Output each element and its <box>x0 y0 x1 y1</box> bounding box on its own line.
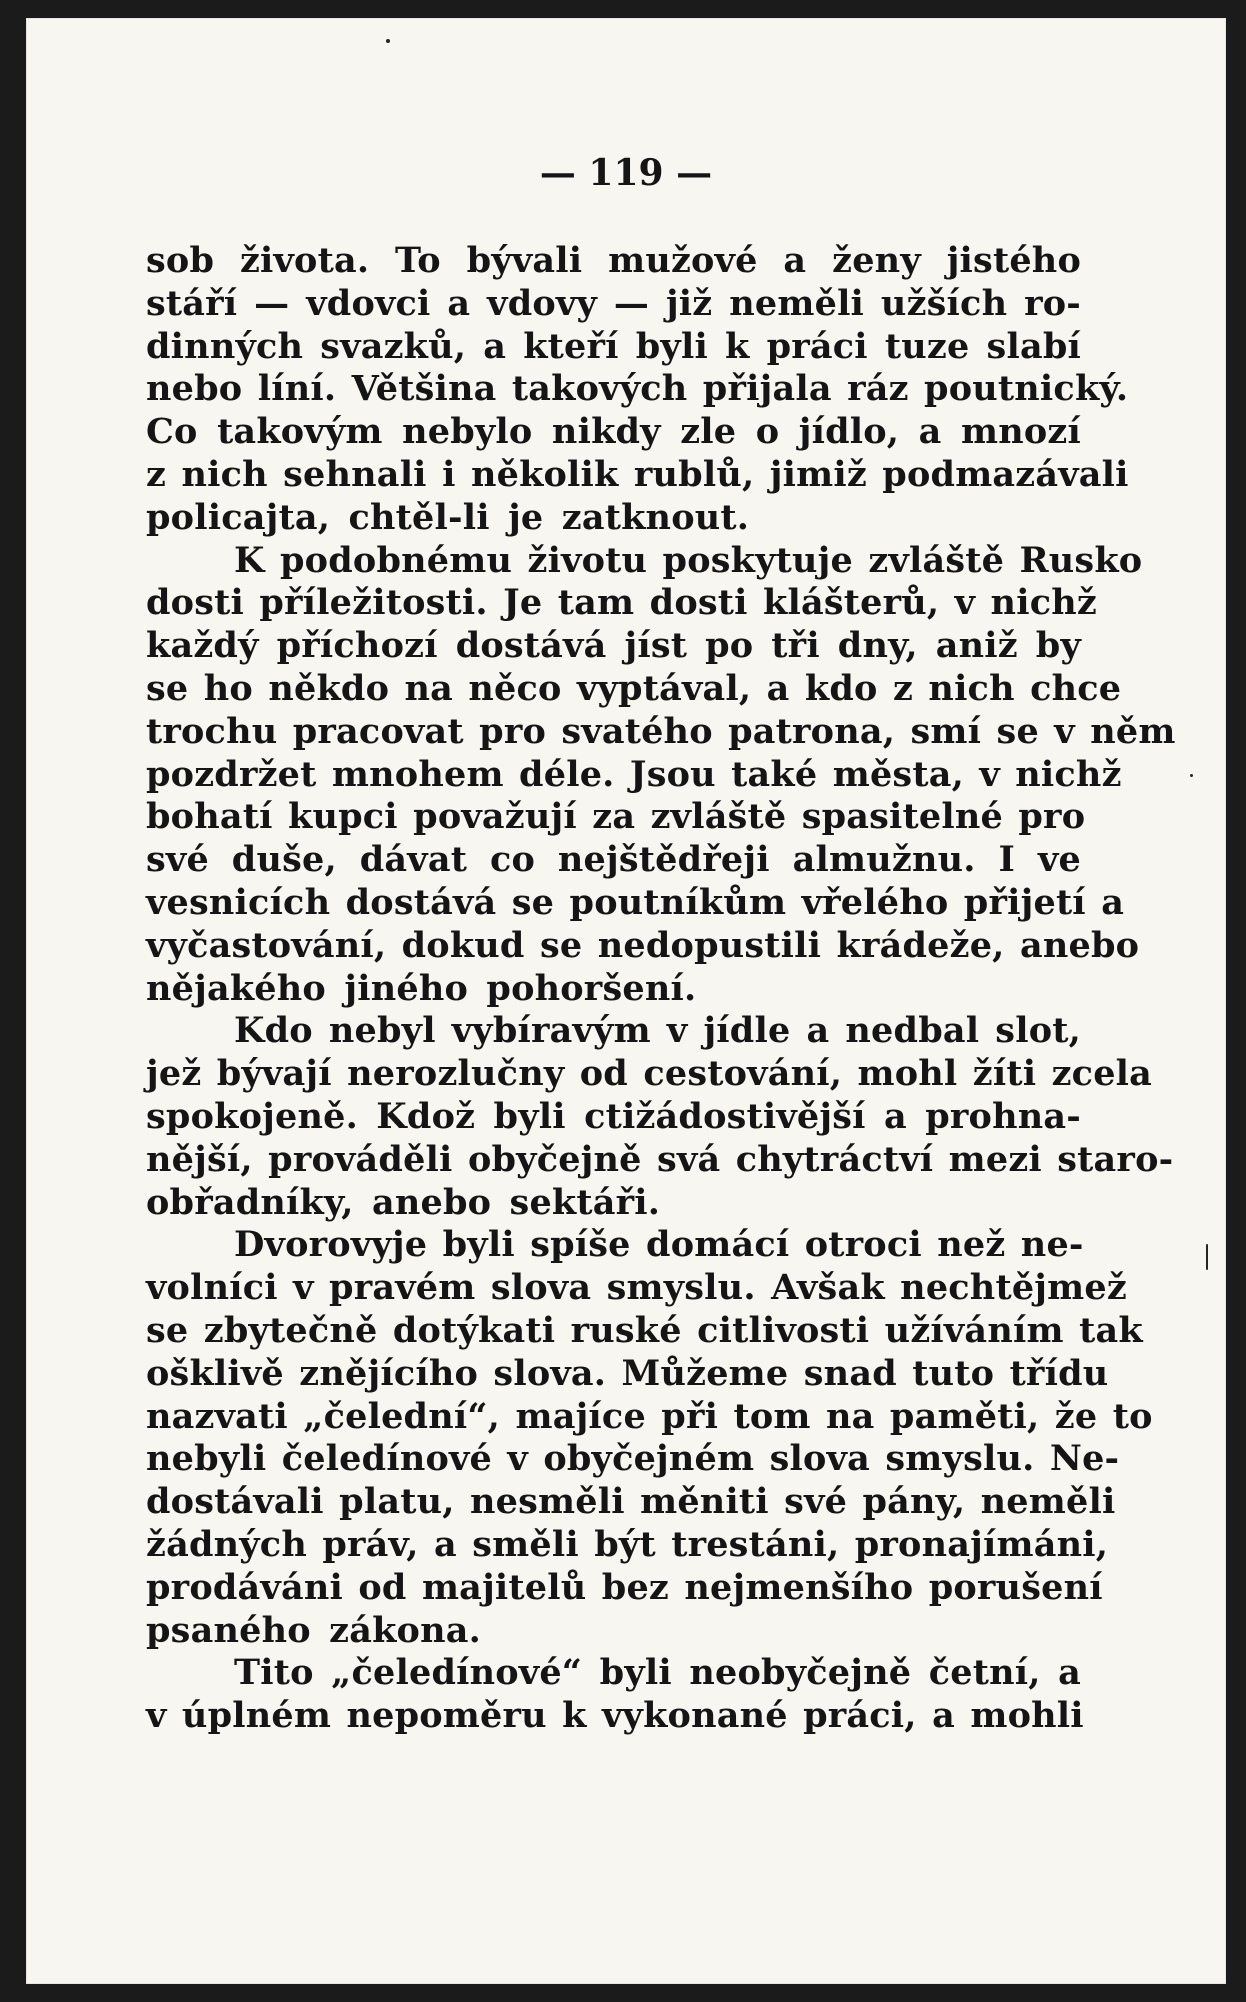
text-line: nebyli čeledínové v obyčejném slova smyslu. Ne- <box>146 1438 1120 1480</box>
text-line: vyčastování, dokud se nedopustili krádeže, anebo <box>146 924 1140 966</box>
scan-speck <box>1190 774 1193 777</box>
paragraph-first-line: Tito „čeledínové“ byli neobyčejně četní, a <box>234 1652 1081 1694</box>
text-line: sob života. To bývali mužové a ženy jistého <box>146 240 1081 281</box>
text-line: dinných svazků, a kteří byli k práci tuze slabí <box>146 325 1081 367</box>
text-line: se zbytečně dotýkati ruské citlivosti užíváním tak <box>146 1309 1143 1351</box>
paragraph-first-line: Kdo nebyl vybíravým v jídle a nedbal slot, <box>234 1010 1081 1052</box>
text-line: nější, prováděli obyčejně svá chytráctví mezi staro- <box>146 1138 1174 1180</box>
paragraph-end-line: obřadníky, anebo sektáři. <box>146 1181 661 1223</box>
text-line: bohatí kupci považují za zvláště spasitelné pro <box>146 796 1086 838</box>
text-line: dosti příležitosti. Je tam dosti klášterů, v nichž <box>146 582 1097 624</box>
paragraph-end-line: psaného zákona. <box>146 1609 482 1651</box>
scan-speck <box>386 39 390 43</box>
text-line: jež bývají nerozlučny od cestování, mohl žíti zcela <box>146 1053 1153 1095</box>
body-text <box>146 240 1176 1738</box>
text-line: vesnicích dostává se poutníkům vřelého přijetí a <box>146 881 1125 923</box>
text-line: spokojeně. Kdož byli ctižádostivější a prohna- <box>146 1095 1081 1137</box>
text-line: žádných práv, a směli být trestáni, pronajímáni, <box>146 1523 1109 1565</box>
scan-speck <box>1206 1244 1208 1270</box>
book-page <box>26 18 1226 1984</box>
page-number: — 119 — <box>539 152 713 194</box>
text-line: nazvati „čelední“, majíce při tom na paměti, že to <box>146 1395 1153 1437</box>
text-line: každý příchozí dostává jíst po tři dny, aniž by <box>146 625 1081 667</box>
text-line: z nich sehnali i několik rublů, jimiž podmazávali <box>146 453 1129 495</box>
paragraph-end-line: nějakého jiného pohoršení. <box>146 967 697 1009</box>
paragraph-first-line: Dvorovyje byli spíše domácí otroci než ne- <box>234 1224 1084 1266</box>
paragraph-end-line: policajta, chtěl-li je zatknout. <box>146 496 750 538</box>
text-line: v úplném nepoměru k vykonané práci, a mohli <box>146 1695 1084 1737</box>
text-line: pozdržet mnohem déle. Jsou také města, v nichž <box>146 753 1122 795</box>
text-line: trochu pracovat pro svatého patrona, smí se v něm <box>146 710 1176 752</box>
paragraph-first-line: K podobnému životu poskytuje zvláště Rusko <box>234 539 1143 581</box>
text-line: se ho někdo na něco vyptával, a kdo z nich chce <box>146 667 1122 709</box>
text-line: stáří — vdovci a vdovy — již neměli užších ro- <box>146 282 1081 324</box>
text-line: nebo líní. Většina takových přijala ráz poutnický. <box>146 368 1129 410</box>
text-line: volníci v pravém slova smyslu. Avšak nechtějmež <box>146 1267 1127 1309</box>
text-line: své duše, dávat co nejštědřeji almužnu. I ve <box>146 839 1081 881</box>
text-line: prodáváni od majitelů bez nejmenšího porušení <box>146 1566 1103 1608</box>
text-line: dostávali platu, nesměli měniti své pány, neměli <box>146 1481 1116 1523</box>
text-line: ošklivě znějícího slova. Můžeme snad tuto třídu <box>146 1352 1109 1394</box>
text-line: Co takovým nebylo nikdy zle o jídlo, a mnozí <box>146 411 1081 453</box>
